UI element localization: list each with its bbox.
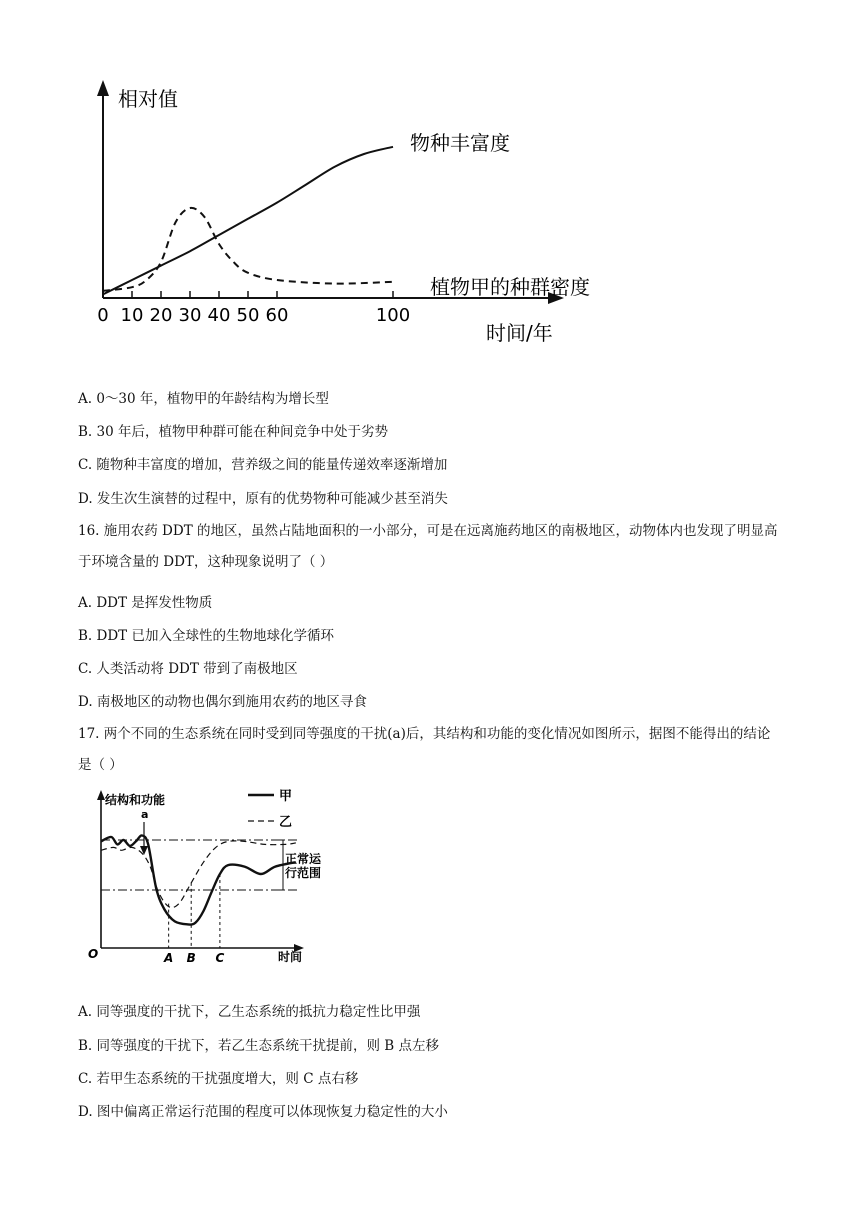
q16-option-d: D. 南极地区的动物也偶尔到施用农药的地区寻食 <box>78 694 367 710</box>
x-tick-label: 0 <box>97 305 109 326</box>
x-axis-label: 时间 <box>278 950 303 964</box>
q15-option-b: B. 30 年后，植物甲种群可能在种间竞争中处于劣势 <box>78 424 388 440</box>
disturbance-label: a <box>141 808 149 821</box>
plant-density-label: 植物甲的种群密度 <box>430 275 590 299</box>
y-axis-arrow <box>97 790 105 800</box>
x-tick-label: 20 <box>149 305 173 326</box>
q17-option-c: C. 若甲生态系统的干扰强度增大，则 C 点右移 <box>78 1071 359 1087</box>
y-axis-arrow <box>97 80 109 96</box>
plant-density-line <box>103 208 393 291</box>
q17-option-d: D. 图中偏离正常运行范围的程度可以体现恢复力稳定性的大小 <box>78 1104 448 1120</box>
x-tick-label: 30 <box>178 305 202 326</box>
x-tick-label: 50 <box>236 305 260 326</box>
x-tick-label: 60 <box>265 305 289 326</box>
x-tick-label: B <box>186 951 196 965</box>
yi-line <box>101 841 296 908</box>
q16-option-b: B. DDT 已加入全球性的生物地球化学循环 <box>78 628 334 644</box>
disturbance-arrow-head <box>140 846 148 855</box>
q17-option-b: B. 同等强度的干扰下，若乙生态系统干扰提前，则 B 点左移 <box>78 1038 440 1054</box>
q17-stem: 17. 两个不同的生态系统在同时受到同等强度的干扰(a)后，其结构和功能的变化情况如图所示，据图不能得出的结论是（ ） <box>78 726 771 773</box>
q16-option-c: C. 人类活动将 DDT 带到了南极地区 <box>78 661 298 677</box>
x-axis-label: 时间/年 <box>486 321 553 345</box>
q15-option-d: D. 发生次生演替的过程中，原有的优势物种可能减少甚至消失 <box>78 491 448 507</box>
q17-option-a: A. 同等强度的干扰下，乙生态系统的抵抗力稳定性比甲强 <box>78 1004 421 1020</box>
normal-range-label: 正常运 行范围 <box>285 852 322 880</box>
succession-chart <box>84 74 644 364</box>
q15-option-a: A. 0～30 年，植物甲的年龄结构为增长型 <box>78 391 329 407</box>
x-tick-label: C <box>215 951 225 965</box>
q16-option-a: A. DDT 是挥发性物质 <box>78 595 213 611</box>
legend-yi-label: 乙 <box>279 815 293 830</box>
legend-jia-label: 甲 <box>279 789 293 804</box>
y-axis-label: 结构和功能 <box>105 793 166 807</box>
stability-chart <box>84 782 344 974</box>
species-richness-label: 物种丰富度 <box>410 131 510 155</box>
y-axis-label: 相对值 <box>118 87 178 111</box>
q16-stem: 16. 施用农药 DDT 的地区，虽然占陆地面积的一小部分，可是在远离施药地区的南极地区，动物体内也发现了明显高于环境含量的 DDT，这种现象说明了（ ） <box>78 523 778 570</box>
x-tick-label: A <box>164 951 174 965</box>
x-tick-label: 40 <box>207 305 231 326</box>
jia-line <box>101 835 296 924</box>
x-tick-label: 100 <box>375 305 411 326</box>
origin-label: O <box>88 947 99 961</box>
x-tick-label: 10 <box>120 305 144 326</box>
q15-option-c: C. 随物种丰富度的增加，营养级之间的能量传递效率逐渐增加 <box>78 457 448 473</box>
